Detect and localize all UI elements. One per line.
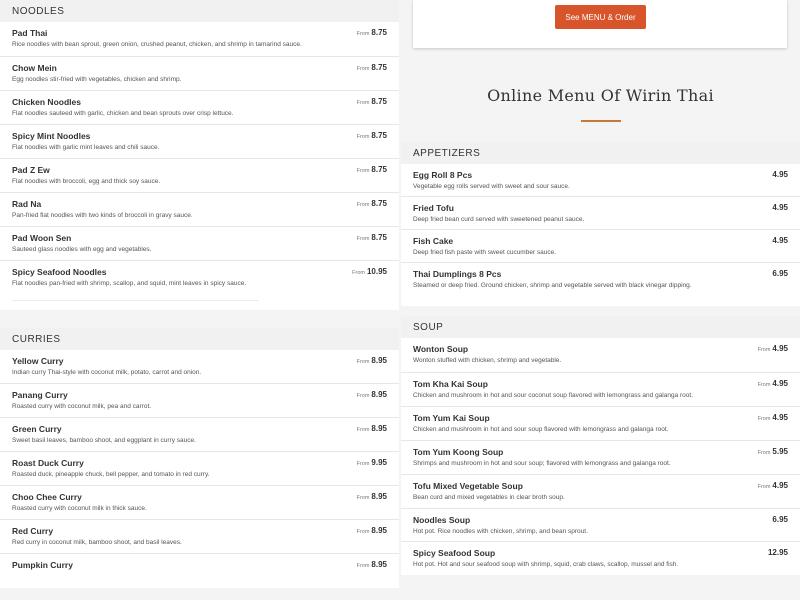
- item-price: [770, 170, 788, 179]
- item-description: Pan-fried flat noodles with two kinds of broccoli in gravy sauce.: [12, 212, 193, 219]
- item-name: Egg Roll 8 Pcs: [413, 170, 473, 180]
- soup-section: [401, 316, 800, 575]
- item-price: [770, 269, 788, 278]
- menu-item[interactable]: [0, 520, 399, 554]
- price-value: 6.95: [772, 515, 788, 524]
- item-description: Chicken and mushroom in hot and sour soup flavored with lemongrass and galanga root.: [413, 426, 669, 433]
- price-value: 8.95: [371, 356, 387, 365]
- price-from-label: From: [356, 66, 370, 72]
- item-name: Tofu Mixed Vegetable Soup: [413, 481, 523, 491]
- item-name: Thai Dumplings 8 Pcs: [413, 269, 502, 279]
- item-description: Flat noodles with broccoli, egg and thick soy sauce.: [12, 178, 161, 185]
- menu-item[interactable]: [401, 230, 800, 263]
- item-price: [357, 390, 387, 399]
- menu-item[interactable]: [0, 57, 399, 91]
- item-name: Pumpkin Curry: [12, 560, 73, 570]
- price-from-label: From: [356, 529, 370, 535]
- menu-item[interactable]: [401, 164, 800, 197]
- appetizers-list: [401, 164, 800, 306]
- price-value: 8.75: [371, 63, 387, 72]
- price-value: 6.95: [772, 269, 788, 278]
- item-description: Egg noodles stir-fried with vegetables, chicken and shrimp.: [12, 76, 182, 83]
- item-description: Flat noodles with garlic mint leaves and chili sauce.: [12, 144, 160, 151]
- item-description: Roasted duck, pineapple chuck, bell pepper, and tomato in red curry.: [12, 471, 210, 478]
- price-from-label: From: [356, 100, 370, 106]
- section-spacer: [401, 296, 800, 306]
- section-header-appetizers: APPETIZERS: [401, 142, 800, 164]
- section-header-soup: SOUP: [401, 316, 800, 338]
- price-value: 8.95: [371, 390, 387, 399]
- item-description: Deep fried fish paste with sweet cucumber sauce.: [413, 249, 557, 256]
- item-name: Spicy Seafood Soup: [413, 548, 496, 558]
- price-from-label: From: [356, 359, 370, 365]
- item-name: Noodles Soup: [413, 515, 471, 525]
- menu-item[interactable]: [0, 486, 399, 520]
- price-from-label: From: [356, 495, 370, 501]
- item-price: [758, 447, 788, 456]
- item-price: [758, 379, 788, 388]
- item-name: Chow Mein: [12, 63, 57, 73]
- item-price: [357, 526, 387, 535]
- price-value: 8.75: [371, 233, 387, 242]
- price-value: 8.95: [371, 560, 387, 569]
- item-description: Roasted curry with coconut milk in thick sauce.: [12, 505, 147, 512]
- price-from-label: From: [356, 563, 370, 569]
- price-value: 8.75: [371, 97, 387, 106]
- item-description: Steamed or deep fried. Ground chicken, shrimp and vegetable served with black vinegar dipping.: [413, 282, 692, 289]
- item-price: [758, 344, 788, 353]
- item-name: Wonton Soup: [413, 344, 469, 354]
- item-price: [770, 236, 788, 245]
- item-name: Tom Yum Koong Soup: [413, 447, 504, 457]
- menu-item[interactable]: [0, 384, 399, 418]
- see-menu-order-button[interactable]: See MENU & Order: [555, 5, 646, 29]
- price-value: 8.75: [371, 199, 387, 208]
- menu-item[interactable]: [0, 554, 399, 588]
- item-price: [357, 356, 387, 365]
- item-name: Red Curry: [12, 526, 54, 536]
- page-title: Online Menu Of Wirin Thai: [487, 86, 714, 105]
- item-price: [357, 165, 387, 174]
- menu-item[interactable]: [401, 441, 800, 475]
- price-from-label: From: [356, 461, 370, 467]
- item-name: Panang Curry: [12, 390, 68, 400]
- item-description: Wonton stuffed with chicken, shrimp and vegetable.: [413, 357, 562, 364]
- item-name: Spicy Mint Noodles: [12, 131, 91, 141]
- item-description: Hot pot. Rice noodles with chicken, shrimp, and bean sprout.: [413, 528, 588, 535]
- price-from-label: From: [757, 450, 771, 456]
- item-description: Indian curry Thai-style with coconut milk, potato, carrot and onion.: [12, 369, 202, 376]
- item-name: Pad Z Ew: [12, 165, 50, 175]
- appetizers-section: [401, 142, 800, 306]
- item-description: Deep fried bean curd served with sweetened peanut sauce.: [413, 216, 585, 223]
- price-from-label: From: [356, 168, 370, 174]
- price-from-label: From: [356, 236, 370, 242]
- section-header-curries: CURRIES: [0, 328, 399, 350]
- price-value: 8.75: [371, 131, 387, 140]
- price-value: 4.95: [772, 344, 788, 353]
- price-value: 9.95: [371, 458, 387, 467]
- item-price: [357, 131, 387, 140]
- price-from-label: From: [757, 347, 771, 353]
- item-name: Tom Yum Kai Soup: [413, 413, 490, 423]
- soup-list: [401, 338, 800, 575]
- item-price: [357, 492, 387, 501]
- item-price: [357, 199, 387, 208]
- item-description: Hot pot. Hot and sour seafood soup with shrimp, squid, crab claws, scallop, mussel and fish.: [413, 561, 679, 568]
- item-price: [766, 548, 788, 557]
- order-card: [413, 0, 787, 48]
- item-price: [770, 515, 788, 524]
- menu-item[interactable]: [0, 452, 399, 486]
- item-name: Green Curry: [12, 424, 62, 434]
- price-value: 4.95: [772, 170, 788, 179]
- item-description: Rice noodles with bean sprout, green onion, crushed peanut, chicken, and shrimp in tamarind sauce.: [12, 41, 302, 48]
- item-price: [357, 97, 387, 106]
- item-name: Pad Thai: [12, 28, 48, 38]
- price-value: 10.95: [366, 267, 387, 276]
- menu-item[interactable]: [401, 407, 800, 441]
- curries-list: [0, 350, 399, 588]
- item-name: Roast Duck Curry: [12, 458, 84, 468]
- divider: [12, 300, 259, 301]
- item-price: [357, 458, 387, 467]
- menu-item[interactable]: [0, 350, 399, 384]
- item-description: Flat noodles pan-fried with shrimp, scallop, and squid, mint leaves in spicy sauce.: [12, 280, 247, 287]
- item-name: Choo Chee Curry: [12, 492, 82, 502]
- price-from-label: From: [356, 393, 370, 399]
- menu-item[interactable]: [401, 509, 800, 542]
- item-price: [357, 424, 387, 433]
- menu-item[interactable]: [0, 261, 399, 295]
- price-from-label: From: [352, 270, 365, 276]
- menu-item[interactable]: [401, 197, 800, 230]
- item-name: Fried Tofu: [413, 203, 454, 213]
- item-price: [357, 28, 387, 37]
- title-underline: [581, 120, 621, 122]
- item-description: Sweet basil leaves, bamboo shoot, and eggplant in curry sauce.: [12, 437, 196, 444]
- menu-item[interactable]: [401, 475, 800, 509]
- price-from-label: From: [757, 416, 771, 422]
- menu-item[interactable]: [0, 227, 399, 261]
- item-price: [357, 63, 387, 72]
- item-name: Spicy Seafood Noodles: [12, 267, 107, 277]
- item-price: [357, 233, 387, 242]
- item-price: [352, 267, 387, 276]
- item-description: Chicken and mushroom in hot and sour coconut soup flavored with lemongrass and galanga root.: [413, 392, 694, 399]
- menu-item[interactable]: [0, 125, 399, 159]
- price-value: 12.95: [767, 548, 788, 557]
- price-value: 4.95: [772, 203, 788, 212]
- item-description: Bean curd and mixed vegetables in clear broth soup.: [413, 494, 565, 501]
- item-description: Roasted curry with coconut milk, pea and carrot.: [12, 403, 152, 410]
- price-value: 8.95: [371, 526, 387, 535]
- noodles-list: [0, 22, 399, 310]
- menu-item[interactable]: [0, 418, 399, 452]
- item-price: [357, 560, 387, 569]
- price-from-label: From: [356, 202, 370, 208]
- item-description: Sauteed glass noodles with egg and vegetables.: [12, 246, 152, 253]
- item-name: Fish Cake: [413, 236, 454, 246]
- price-value: 8.75: [371, 28, 387, 37]
- section-spacer: [0, 295, 399, 310]
- price-value: 8.75: [371, 165, 387, 174]
- price-value: 4.95: [772, 413, 788, 422]
- menu-item[interactable]: [0, 159, 399, 193]
- item-name: Yellow Curry: [12, 356, 64, 366]
- price-value: 4.95: [772, 236, 788, 245]
- price-from-label: From: [757, 382, 771, 388]
- item-name: Pad Woon Sen: [12, 233, 72, 243]
- price-value: 4.95: [772, 481, 788, 490]
- price-value: 4.95: [772, 379, 788, 388]
- item-price: [770, 203, 788, 212]
- price-value: 8.95: [371, 424, 387, 433]
- price-from-label: From: [356, 31, 370, 37]
- left-column: [0, 0, 399, 588]
- menu-item[interactable]: [401, 373, 800, 407]
- menu-item[interactable]: [0, 91, 399, 125]
- item-name: Rad Na: [12, 199, 42, 209]
- item-price: [758, 413, 788, 422]
- menu-item[interactable]: [0, 193, 399, 227]
- item-description: Shrimps and mushroom in hot and sour soup; flavored with lemongrass and galanga root.: [413, 460, 671, 467]
- item-description: Flat noodles sauteed with garlic, chicken and bean sprouts over crisp lettuce.: [12, 110, 234, 117]
- menu-item[interactable]: [401, 542, 800, 575]
- right-column: [401, 0, 800, 600]
- price-from-label: From: [356, 134, 370, 140]
- price-from-label: From: [356, 427, 370, 433]
- item-price: [758, 481, 788, 490]
- item-description: Red curry in coconut milk, bamboo shoot, and basil leaves.: [12, 539, 182, 546]
- price-value: 8.95: [371, 492, 387, 501]
- menu-item[interactable]: [401, 338, 800, 373]
- section-header-noodles: NOODLES: [0, 0, 399, 22]
- menu-item[interactable]: [0, 22, 399, 57]
- section-gap: [0, 310, 399, 328]
- menu-item[interactable]: [401, 263, 800, 296]
- item-name: Chicken Noodles: [12, 97, 81, 107]
- item-description: Vegetable egg rolls served with sweet and sour sauce.: [413, 183, 570, 190]
- price-value: 5.95: [772, 447, 788, 456]
- item-name: Tom Kha Kai Soup: [413, 379, 488, 389]
- price-from-label: From: [757, 484, 771, 490]
